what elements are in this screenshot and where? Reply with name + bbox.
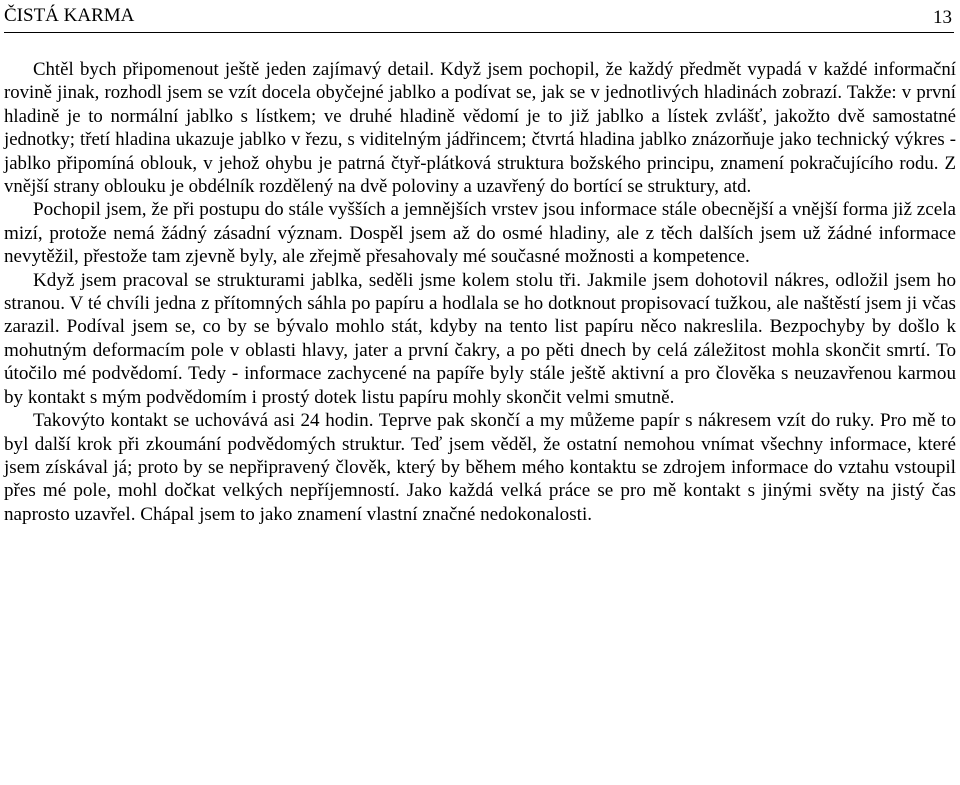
body-text: [4, 58, 956, 526]
page-header: [4, 2, 954, 33]
paragraph-paper-contact: Když jsem pracoval se strukturami jablka, seděli jsme kolem stolu tři. Jakmile jsem dohotovil nákres, odložil jsem ho stranou. V té chvíli jedna z přítomných sáhla po papíru a hodlala se ho dotknout propisovací tužkou, ale naštěstí jsem ji včas zarazil. Podíval jsem se, co by se bývalo mohlo stát, kdyby na tento list papíru něco nakreslila. Bezpochyby by došlo k mohutným deformacím pole v oblasti hlavy, jater a první čakry, a po pěti dnech by celá záležitost mohla skončit smrtí. To útočilo mé podvědomí. Tedy - informace zachycené na papíře byly stále ještě aktivní a pro člověka s neuzavřenou karmou by kontakt s mým podvědomím i prostý dotek listu papíru mohly skončit velmi smutně.: [4, 269, 956, 408]
paragraph-higher-layers: Pochopil jsem, že při postupu do stále vyšších a jemnějších vrstev jsou informace stále obecnější a vnější forma již zcela mizí, protože nemá žádný zásadní význam. Dospěl jsem až do osmé hladiny, ale z těch dalších jsem už žádné informace nevytěžil, přestože tam zjevně byly, ale zřejmě přesahovaly mé současné možnosti a kompetence.: [4, 199, 956, 268]
paragraph-apple-layers: Chtěl bych připomenout ještě jeden zajímavý detail. Když jsem pochopil, že každý předmět vypadá v každé informační rovině jinak, rozhodl jsem se vzít docela obyčejné jablko a podívat se, jak se v jednotlivých hladinách zobrazí. Takže: v první hladině je to normální jablko s lístkem; ve druhé hladině vědomí je to již jablko a lístek zvlášť, jakožto dvě samostatné jednotky; třetí hladina ukazuje jablko v řezu, s viditelným jádřincem; čtvrtá hladina jablko znázorňuje jako technický výkres - jablko připomíná oblouk, v jehož ohybu je patrná čtyř-plátková struktura božského principu, znamení pokračujícího rodu. Z vnější strany oblouku je obdélník rozdělený na dvě poloviny a uzavřený do bortící se struktury, atd.: [4, 59, 956, 198]
running-title: ČISTÁ KARMA: [4, 5, 135, 26]
page-number: 13: [933, 7, 952, 28]
paragraph-contact-duration: Takovýto kontakt se uchovává asi 24 hodin. Teprve pak skončí a my můžeme papír s nákresem vzít do ruky. Pro mě to byl další krok při zkoumání podvědomých struktur. Teď jsem věděl, že ostatní nemohou vnímat všechny informace, které jsem získával já; proto by se nepřipravený člověk, který by během mého kontaktu se zdrojem informace do vztahu vstoupil přes mé pole, mohl dočkat velkých nepříjemností. Jako každá velká práce se pro mě kontakt s jinými světy na jistý čas naprosto uzavřel. Chápal jsem to jako znamení vlastní značné nedokonalosti.: [4, 410, 956, 525]
